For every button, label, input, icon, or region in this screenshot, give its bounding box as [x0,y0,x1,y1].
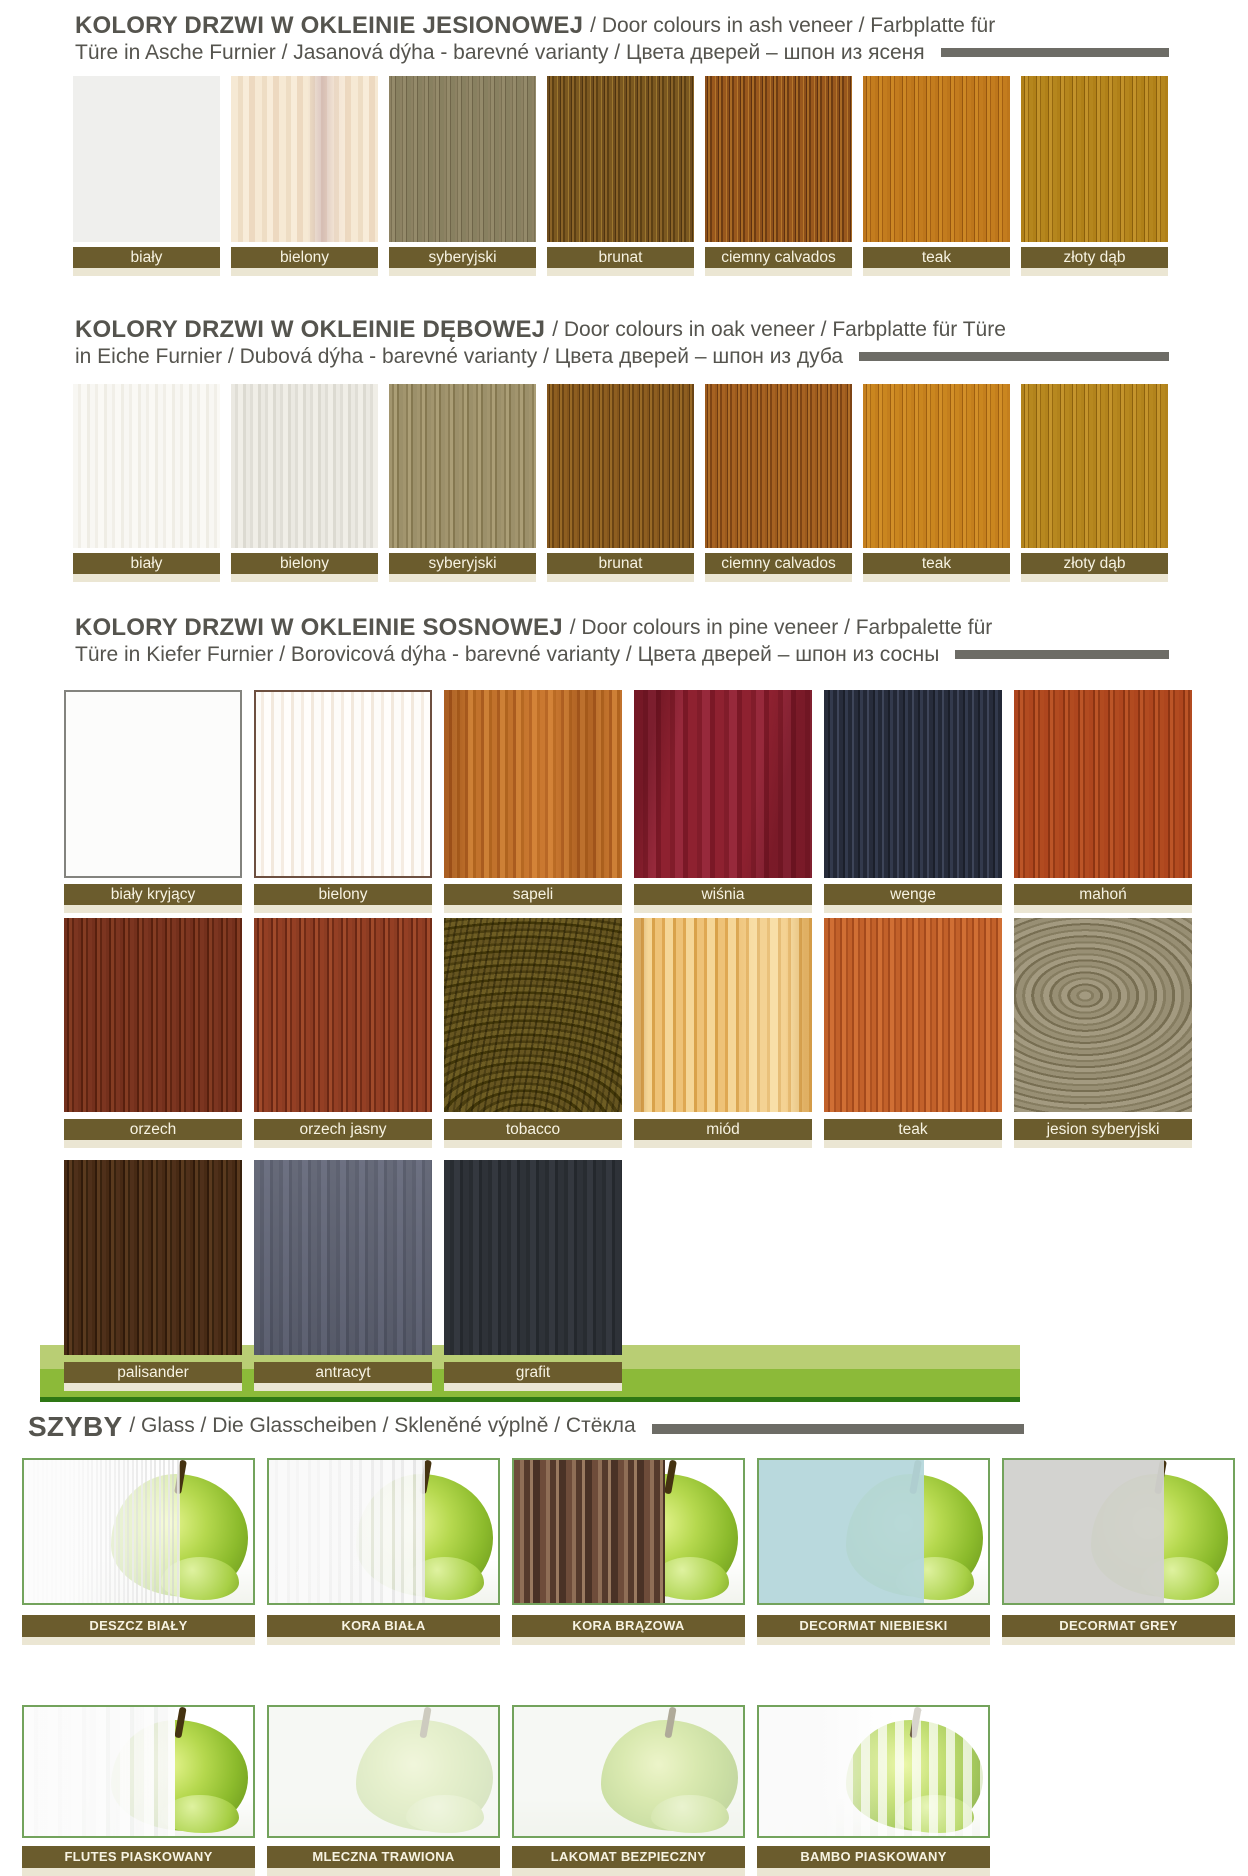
glass-sample-image [512,1705,745,1838]
label-shadow [1014,1140,1192,1148]
glass-sample-label: DESZCZ BIAŁY [22,1615,255,1637]
glass-sample-image [512,1458,745,1605]
glass-sample-label: MLECZNA TRAWIONA [267,1846,500,1868]
wood-sample-image [1021,76,1168,242]
wood-swatch-ash-teak [863,76,1010,276]
wood-swatch-oak-zloty [1021,384,1168,582]
wood-swatch-label: jesion syberyjski [1014,1119,1192,1140]
glass-sample-image [757,1458,990,1605]
wood-swatch-label: orzech [64,1119,242,1140]
section-heading-oak-veneer [75,316,1169,370]
label-shadow [757,1637,990,1645]
wood-sample-image [444,1160,622,1355]
heading-underline-bar [955,650,1169,659]
wood-swatch-oak-teak [863,384,1010,582]
glass-sample-mleczna-trawiona [267,1705,500,1876]
wood-sample-image [254,1160,432,1355]
wood-swatch-label: biały kryjący [64,884,242,905]
wood-sample-image [547,384,694,548]
label-shadow [634,905,812,913]
label-shadow [705,268,852,276]
label-shadow [824,905,1002,913]
wood-swatch-pine-orzech-jasny [254,918,432,1148]
label-shadow [64,905,242,913]
glass-texture-overlay [1004,1460,1164,1603]
glass-texture-overlay [514,1707,743,1836]
glass-tile-row-2 [22,1705,990,1876]
wood-sample-image [824,918,1002,1112]
ash-swatch-row [73,76,1168,276]
glass-texture-overlay [269,1460,425,1603]
heading-title-translations: / Glass / Die Glasscheiben / Skleněné výplně / Стёкла [129,1414,636,1437]
label-shadow [267,1637,500,1645]
glass-sample-image [1002,1458,1235,1605]
wood-sample-image [824,690,1002,878]
glass-texture-overlay [269,1707,498,1836]
glass-texture-overlay [759,1707,988,1836]
glass-sample-kora-brazowa [512,1458,745,1645]
glass-texture-overlay [24,1707,175,1836]
label-shadow [1014,905,1192,913]
wood-swatch-label: syberyjski [389,553,536,574]
wood-sample-image [254,690,432,878]
wood-swatch-pine-mahon [1014,690,1192,913]
wood-swatch-label: syberyjski [389,247,536,268]
wood-swatch-pine-teak [824,918,1002,1148]
wood-swatch-oak-bialy [73,384,220,582]
wood-sample-image [547,76,694,242]
heading-title-translations: / Door colours in ash veneer / Farbplatte für [590,14,996,37]
wood-sample-image [389,76,536,242]
wood-sample-image [863,384,1010,548]
wood-swatch-pine-bialy-kryjacy [64,690,242,913]
glass-sample-flutes-piaskowany [22,1705,255,1876]
wood-swatch-label: złoty dąb [1021,247,1168,268]
section-heading-pine-veneer [75,614,1169,668]
label-shadow [863,574,1010,582]
wood-sample-image [64,690,242,878]
pine-swatch-row-3 [64,1160,622,1391]
wood-swatch-label: teak [824,1119,1002,1140]
heading-subtitle: Türe in Asche Furnier / Jasanová dýha - barevné varianty / Цвета дверей – шпон из ясеня [75,41,925,64]
wood-sample-image [444,918,622,1112]
label-shadow [863,268,1010,276]
label-shadow [389,574,536,582]
glass-texture-overlay [759,1460,924,1603]
glass-texture-overlay [24,1460,180,1603]
wood-swatch-label: brunat [547,553,694,574]
heading-underline-bar [652,1424,1024,1434]
heading-title-polish: SZYBY [28,1411,123,1442]
wood-sample-image [634,690,812,878]
glass-sample-label: DECORMAT GREY [1002,1615,1235,1637]
wood-sample-image [444,690,622,878]
wood-swatch-label: mahoń [1014,884,1192,905]
wood-swatch-pine-jesion-syberyjski [1014,918,1192,1148]
label-shadow [64,1383,242,1391]
wood-swatch-pine-sapeli [444,690,622,913]
label-shadow [444,1383,622,1391]
glass-tile-row-1 [22,1458,1235,1645]
wood-sample-image [231,384,378,548]
heading-title-polish: KOLORY DRZWI W OKLEINIE JESIONOWEJ [75,12,584,39]
wood-swatch-label: ciemny calvados [705,247,852,268]
wood-sample-image [1021,384,1168,548]
wood-swatch-ash-syberyjski [389,76,536,276]
glass-sample-bambo-piaskowany [757,1705,990,1876]
label-shadow [547,574,694,582]
heading-title-translations: / Door colours in oak veneer / Farbplatte für Türe [552,318,1006,341]
wood-sample-image [73,384,220,548]
label-shadow [22,1868,255,1876]
wood-swatch-label: teak [863,553,1010,574]
heading-subtitle: Türe in Kiefer Furnier / Borovicová dýha - barevné varianty / Цвета дверей – шпон из сосны [75,643,940,666]
wood-swatch-label: bielony [231,553,378,574]
wood-swatch-label: teak [863,247,1010,268]
wood-sample-image [64,1160,242,1355]
wood-swatch-pine-antracyt [254,1160,432,1391]
label-shadow [634,1140,812,1148]
glass-sample-image [267,1458,500,1605]
wood-swatch-label: orzech jasny [254,1119,432,1140]
pine-row3-with-green-bands [0,1160,1248,1405]
label-shadow [22,1637,255,1645]
wood-sample-image [1014,918,1192,1112]
wood-swatch-ash-zloty [1021,76,1168,276]
heading-title-polish: KOLORY DRZWI W OKLEINIE SOSNOWEJ [75,614,563,641]
wood-swatch-label: biały [73,247,220,268]
wood-swatch-pine-orzech [64,918,242,1148]
wood-swatch-ash-bielony [231,76,378,276]
glass-sample-image [22,1458,255,1605]
label-shadow [547,268,694,276]
heading-title-translations: / Door colours in pine veneer / Farbpalette für [569,616,993,639]
wood-sample-image [863,76,1010,242]
pine-swatch-row-2 [64,918,1192,1148]
glass-sample-label: KORA BIAŁA [267,1615,500,1637]
label-shadow [705,574,852,582]
heading-underline-bar [941,48,1169,57]
label-shadow [1021,268,1168,276]
glass-sample-lakomat-bezpieczny [512,1705,745,1876]
label-shadow [231,574,378,582]
wood-swatch-label: złoty dąb [1021,553,1168,574]
wood-swatch-label: wenge [824,884,1002,905]
label-shadow [73,268,220,276]
label-shadow [267,1868,500,1876]
glass-sample-decormat-grey [1002,1458,1235,1645]
glass-texture-overlay [514,1460,665,1603]
wood-swatch-ash-calvados [705,76,852,276]
label-shadow [824,1140,1002,1148]
oak-swatch-row [73,384,1168,582]
label-shadow [1002,1637,1235,1645]
wood-swatch-label: tobacco [444,1119,622,1140]
wood-swatch-label: sapeli [444,884,622,905]
label-shadow [444,1140,622,1148]
label-shadow [512,1868,745,1876]
wood-swatch-pine-wenge [824,690,1002,913]
label-shadow [231,268,378,276]
glass-sample-deszcz-bialy [22,1458,255,1645]
wood-swatch-label: miód [634,1119,812,1140]
wood-swatch-label: bielony [231,247,378,268]
wood-sample-image [254,918,432,1112]
wood-swatch-ash-brunat [547,76,694,276]
wood-swatch-label: bielony [254,884,432,905]
wood-sample-image [389,384,536,548]
wood-sample-image [231,76,378,242]
wood-swatch-label: wiśnia [634,884,812,905]
wood-sample-image [73,76,220,242]
wood-swatch-label: ciemny calvados [705,553,852,574]
wood-swatch-oak-brunat [547,384,694,582]
wood-swatch-oak-syberyjski [389,384,536,582]
wood-swatch-ash-bialy [73,76,220,276]
glass-sample-label: DECORMAT NIEBIESKI [757,1615,990,1637]
wood-swatch-pine-palisander [64,1160,242,1391]
label-shadow [444,905,622,913]
glass-sample-label: FLUTES PIASKOWANY [22,1846,255,1868]
wood-swatch-label: antracyt [254,1362,432,1383]
glass-sample-image [267,1705,500,1838]
label-shadow [512,1637,745,1645]
label-shadow [254,1383,432,1391]
wood-sample-image [705,76,852,242]
glass-sample-label: LAKOMAT BEZPIECZNY [512,1846,745,1868]
section-heading-ash-veneer [75,12,1169,66]
label-shadow [1021,574,1168,582]
wood-swatch-pine-wisnia [634,690,812,913]
wood-sample-image [64,918,242,1112]
glass-sample-image [757,1705,990,1838]
label-shadow [254,905,432,913]
wood-swatch-label: biały [73,553,220,574]
label-shadow [73,574,220,582]
wood-swatch-oak-calvados [705,384,852,582]
wood-sample-image [1014,690,1192,878]
wood-swatch-pine-tobacco [444,918,622,1148]
wood-swatch-label: brunat [547,247,694,268]
wood-swatch-oak-bielony [231,384,378,582]
wood-sample-image [705,384,852,548]
pine-swatch-row-1 [64,690,1192,913]
heading-title-polish: KOLORY DRZWI W OKLEINIE DĘBOWEJ [75,316,546,343]
wood-swatch-pine-bielony [254,690,432,913]
wood-swatch-pine-miod [634,918,812,1148]
green-band-bottom-line [40,1397,1020,1402]
glass-sample-label: BAMBO PIASKOWANY [757,1846,990,1868]
glass-sample-decormat-niebieski [757,1458,990,1645]
glass-sample-image [22,1705,255,1838]
label-shadow [64,1140,242,1148]
glass-sample-kora-biala [267,1458,500,1645]
label-shadow [254,1140,432,1148]
heading-subtitle: in Eiche Furnier / Dubová dýha - barevné varianty / Цвета дверей – шпон из дуба [75,345,844,368]
section-heading-glass [28,1412,1024,1442]
wood-swatch-label: grafit [444,1362,622,1383]
label-shadow [389,268,536,276]
label-shadow [757,1868,990,1876]
glass-sample-label: KORA BRĄZOWA [512,1615,745,1637]
heading-underline-bar [859,352,1169,361]
wood-swatch-pine-grafit [444,1160,622,1391]
wood-swatch-label: palisander [64,1362,242,1383]
wood-sample-image [634,918,812,1112]
